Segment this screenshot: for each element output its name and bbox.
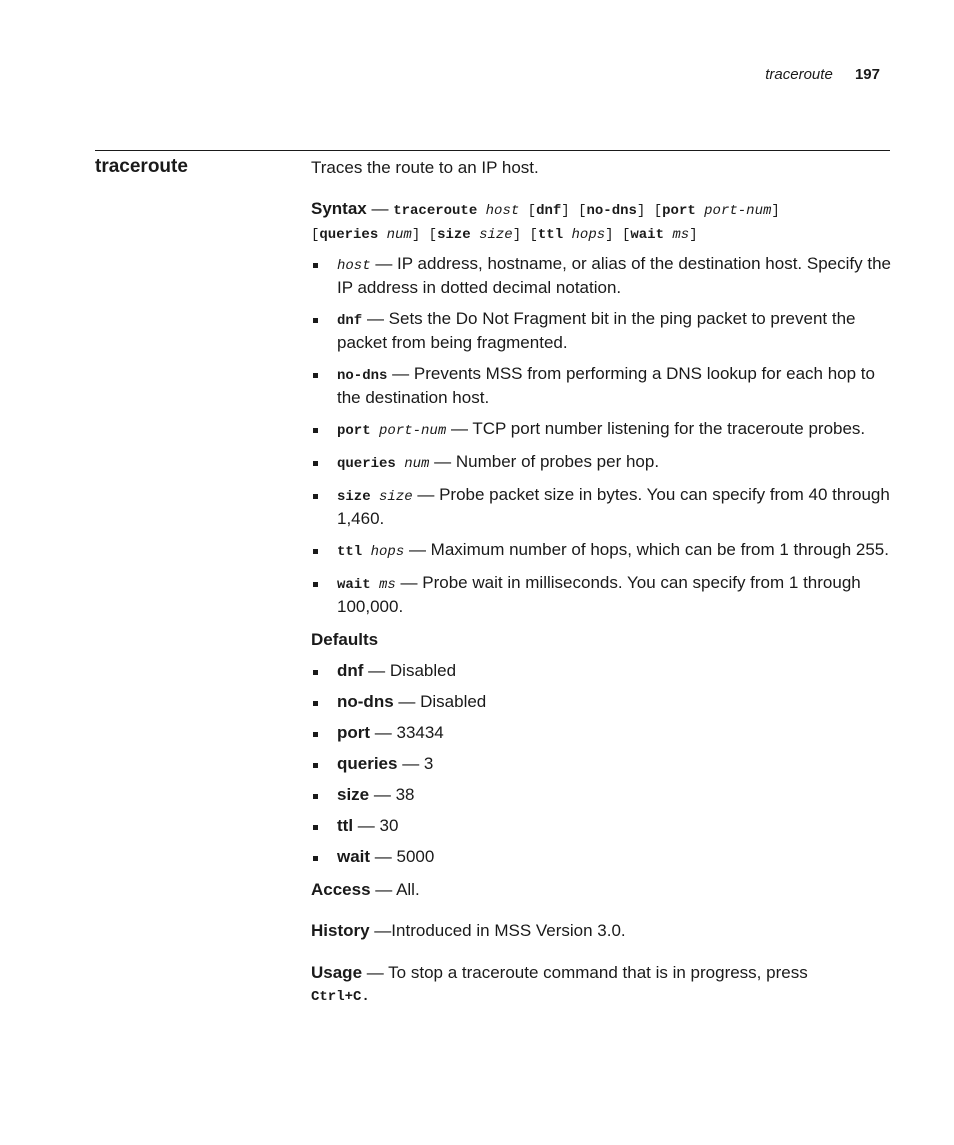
param-item-ttl xyxy=(311,539,891,563)
param-description: — IP address, hostname, or alias of the destination host. Specify the IP address in dotted decimal notation. xyxy=(337,254,891,297)
default-item xyxy=(311,815,891,837)
syntax-nodns: no-dns xyxy=(586,203,637,219)
syntax-size: size xyxy=(437,227,471,243)
usage-keys: Ctrl+C. xyxy=(311,989,370,1005)
param-description: — TCP port number listening for the traceroute probes. xyxy=(446,419,866,438)
bracket-close: ] xyxy=(411,227,421,243)
command-title: traceroute xyxy=(95,156,188,177)
param-keyword: queries xyxy=(337,456,396,472)
bracket-close: ] xyxy=(512,227,522,243)
param-description: — Maximum number of hops, which can be from 1 through 255. xyxy=(404,540,889,559)
param-argument: host xyxy=(337,258,371,274)
syntax-host: host xyxy=(485,203,520,219)
page-number: 197 xyxy=(854,66,880,83)
param-keyword: wait xyxy=(337,577,371,593)
default-name: queries xyxy=(337,754,398,773)
bracket-open: [ xyxy=(527,203,537,219)
syntax-ms: ms xyxy=(672,227,690,243)
syntax-num: num xyxy=(386,227,412,243)
param-item-size xyxy=(311,484,891,530)
default-item xyxy=(311,660,891,682)
param-item-host xyxy=(311,253,891,299)
param-keyword: size xyxy=(337,489,371,505)
history-line xyxy=(311,920,891,942)
param-argument: hops xyxy=(370,544,405,560)
param-argument: size xyxy=(379,489,413,505)
default-value: — 5000 xyxy=(370,847,435,866)
access-text: — All. xyxy=(370,880,420,899)
param-keyword: no-dns xyxy=(337,368,388,384)
syntax-port: port xyxy=(662,203,696,219)
syntax-label: Syntax xyxy=(311,199,367,218)
param-keyword: ttl xyxy=(337,544,363,560)
default-name: ttl xyxy=(337,816,354,835)
param-item-wait xyxy=(311,572,891,618)
syntax-size-arg: size xyxy=(479,227,513,243)
param-description: — Number of probes per hop. xyxy=(429,452,660,471)
default-value: — Disabled xyxy=(363,661,457,680)
syntax-queries: queries xyxy=(319,227,379,243)
bracket-open: [ xyxy=(428,227,438,243)
syntax-dnf: dnf xyxy=(536,203,562,219)
access-line xyxy=(311,879,891,901)
parameter-list xyxy=(311,253,891,618)
history-text: —Introduced in MSS Version 3.0. xyxy=(369,921,626,940)
bracket-open: [ xyxy=(653,203,663,219)
default-item xyxy=(311,722,891,744)
command-description: Traces the route to an IP host. xyxy=(311,158,539,177)
bracket-open: [ xyxy=(621,227,631,243)
bracket-open: [ xyxy=(578,203,587,219)
bracket-close: ] xyxy=(561,203,570,219)
default-value: — Disabled xyxy=(393,692,487,711)
param-argument: num xyxy=(404,456,430,472)
default-value: — 38 xyxy=(369,785,415,804)
usage-text: — To stop a traceroute command that is in progress, press xyxy=(362,963,808,982)
bracket-close: ] xyxy=(771,203,780,219)
syntax-dash: — xyxy=(371,199,389,218)
bracket-open: [ xyxy=(311,227,320,243)
default-item xyxy=(311,846,891,868)
bracket-close: ] xyxy=(636,203,646,219)
default-value: — 3 xyxy=(397,754,434,773)
default-item xyxy=(311,784,891,806)
access-label: Access xyxy=(311,880,371,899)
bracket-close: ] xyxy=(605,227,614,243)
bracket-close: ] xyxy=(689,227,698,243)
param-description: — Prevents MSS from performing a DNS lookup for each hop to the destination host. xyxy=(337,364,875,407)
param-item-port xyxy=(311,418,891,442)
command-body xyxy=(311,157,891,1008)
param-description: — Probe wait in milliseconds. You can specify from 1 through 100,000. xyxy=(337,573,861,616)
param-argument: ms xyxy=(379,577,396,593)
defaults-heading: Defaults xyxy=(311,630,379,649)
page-header xyxy=(765,66,880,83)
default-name: wait xyxy=(337,847,371,866)
param-item-no-dns xyxy=(311,363,891,409)
syntax-block xyxy=(311,198,891,246)
running-title: traceroute xyxy=(765,66,833,83)
syntax-port-arg: port-num xyxy=(704,203,772,219)
bracket-open: [ xyxy=(529,227,538,243)
default-name: size xyxy=(337,785,370,804)
default-name: no-dns xyxy=(337,692,394,711)
param-keyword: port xyxy=(337,423,371,439)
param-keyword: dnf xyxy=(337,313,363,329)
defaults-list xyxy=(311,660,891,868)
param-description: — Probe packet size in bytes. You can specify from 40 through 1,460. xyxy=(337,485,890,528)
default-name: port xyxy=(337,723,371,742)
default-item xyxy=(311,691,891,713)
param-description: — Sets the Do Not Fragment bit in the ping packet to prevent the packet from being fragmented. xyxy=(337,309,856,352)
param-item-queries xyxy=(311,451,891,475)
syntax-command: traceroute xyxy=(393,203,478,219)
default-name: dnf xyxy=(337,661,364,680)
syntax-hops: hops xyxy=(571,227,606,243)
default-value: — 30 xyxy=(353,816,399,835)
section-rule xyxy=(95,150,890,151)
default-item xyxy=(311,753,891,775)
usage-label: Usage xyxy=(311,963,363,982)
history-label: History xyxy=(311,921,370,940)
usage-line xyxy=(311,962,891,1008)
param-argument: port-num xyxy=(379,423,447,439)
syntax-wait: wait xyxy=(630,227,664,243)
param-item-dnf xyxy=(311,308,891,354)
default-value: — 33434 xyxy=(370,723,444,742)
syntax-ttl: ttl xyxy=(537,227,564,243)
